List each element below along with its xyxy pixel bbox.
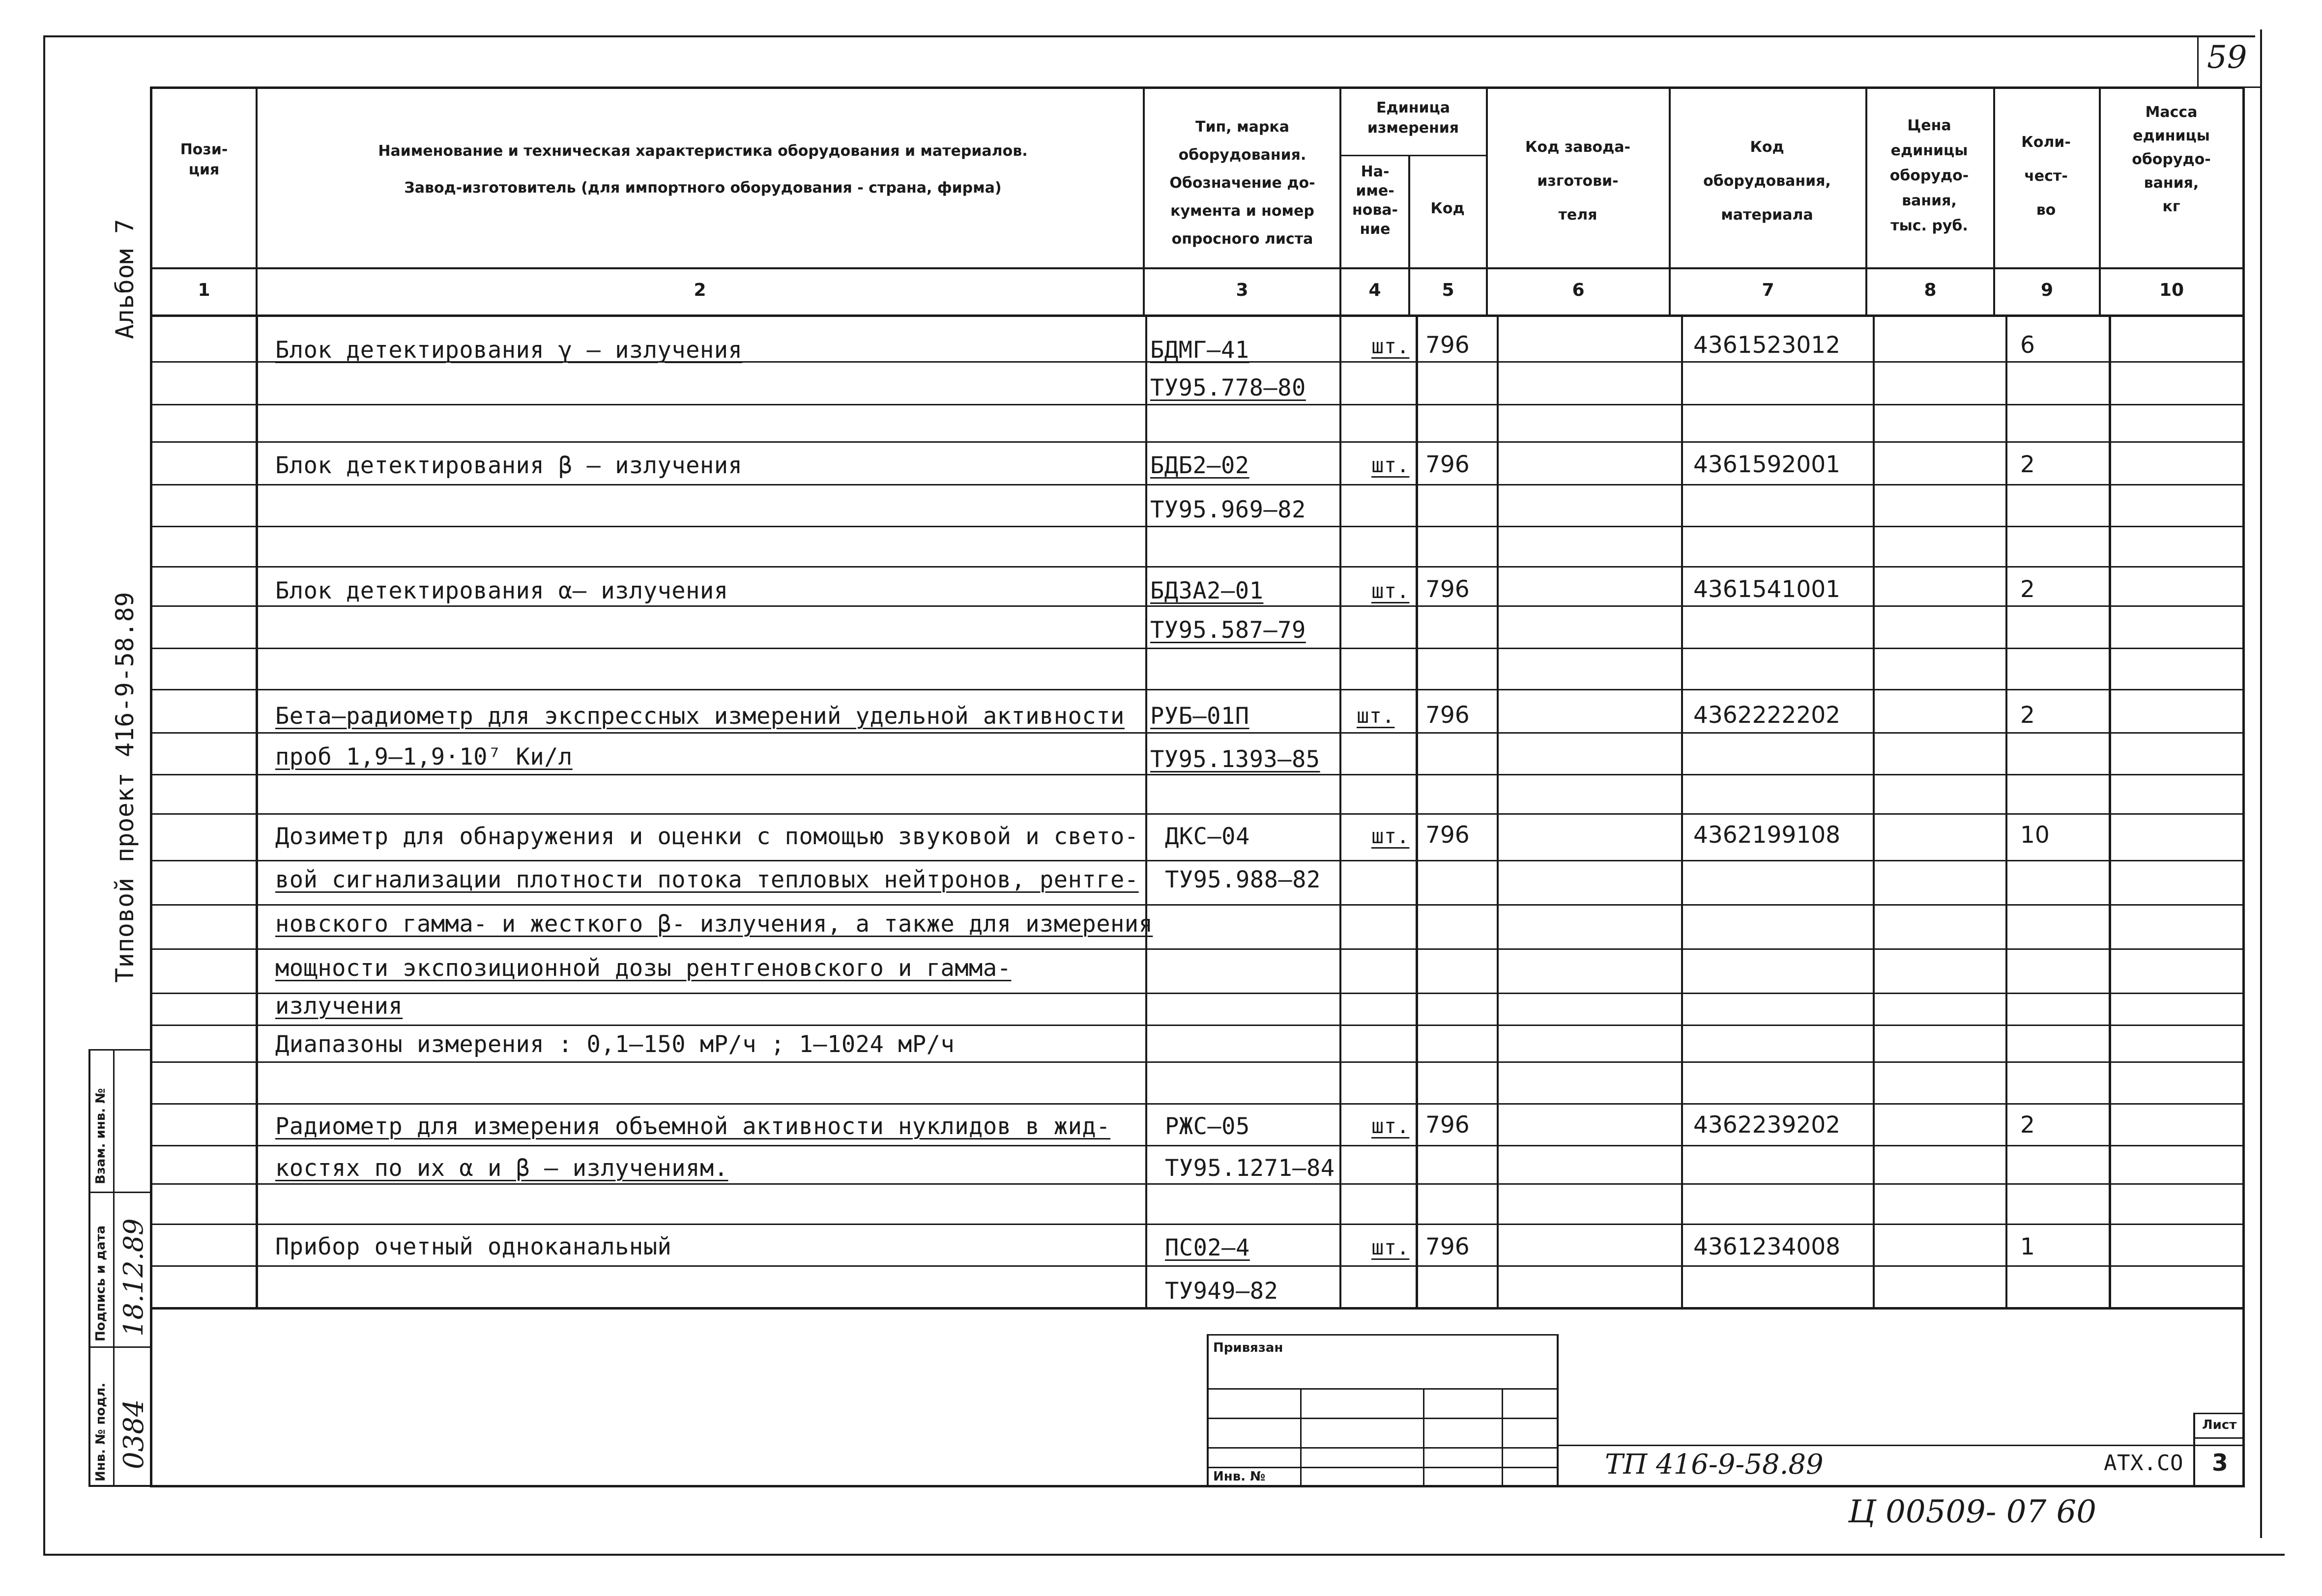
outer-frame-left — [43, 35, 45, 1554]
privyazan-label: Привязан — [1213, 1340, 1283, 1355]
header-name: Наименование и техническая характеристика оборудования и материалов. Завод-изготовитель (для импортного оборудования - страна, фирма) — [378, 142, 1028, 197]
header-qty: Коли- чест- во — [2021, 134, 2071, 219]
col-number-1: 1 — [198, 280, 210, 300]
col-number-8: 8 — [1924, 280, 1937, 300]
header-mass: Масса единицы оборудо- вания, кг — [2132, 104, 2211, 215]
row-5-name-line-4: мощности экспозиционной дозы рентгеновского и гамма- — [275, 955, 1012, 982]
row-7-equip-code: 4361234008 — [1693, 1233, 1841, 1260]
row-6-code: 796 — [1425, 1112, 1470, 1139]
row-7-code: 796 — [1425, 1233, 1470, 1260]
row-6-unit: шт. — [1371, 1114, 1410, 1138]
row-4-unit: шт. — [1357, 704, 1395, 728]
album-label: Альбом 7 — [111, 219, 139, 339]
row-5-code: 796 — [1425, 822, 1470, 849]
doc-code-text: ТП 416-9-58.89 — [1605, 1449, 1824, 1481]
row-4-doc: ТУ95.1393–85 — [1150, 746, 1320, 773]
row-3-equip-code: 4361541001 — [1693, 576, 1841, 603]
vzam-label: Взам. инв. № — [93, 1088, 108, 1184]
row-4-qty: 2 — [2020, 702, 2035, 729]
row-6-doc: ТУ95.1271–84 — [1165, 1155, 1335, 1182]
header-plant-code: Код завода- изготови- теля — [1525, 139, 1630, 224]
row-5-unit: шт. — [1371, 824, 1410, 848]
header-unit-name: На- име- нова- ние — [1352, 163, 1398, 238]
bottom-note: Ц 00509- 07 60 — [1848, 1494, 2096, 1530]
row-5-name-line-1: Дозиметр для обнаружения и оценки с помощью звуковой и свето- — [275, 823, 1139, 850]
inv-podl-value: 0384 — [118, 1399, 150, 1469]
row-4-equip-code: 4362222202 — [1693, 702, 1841, 729]
row-1-qty: 6 — [2020, 332, 2035, 359]
row-2-unit: шт. — [1371, 453, 1410, 477]
row-3-qty: 2 — [2020, 576, 2035, 603]
col-number-3: 3 — [1236, 280, 1248, 300]
row-3-code: 796 — [1425, 576, 1470, 603]
row-1-type: БДМГ–41 — [1150, 337, 1249, 364]
col-number-7: 7 — [1762, 280, 1774, 300]
doc-code — [1605, 1449, 1824, 1481]
row-5-qty: 10 — [2020, 822, 2050, 849]
row-5-name-line-3: новского гамма- и жесткого β- излучения, а также для измерения — [275, 911, 1153, 938]
row-3-doc: ТУ95.587–79 — [1150, 617, 1306, 644]
sign-date-value: 18.12.89 — [118, 1218, 149, 1337]
col-number-4: 4 — [1368, 280, 1381, 300]
row-6-equip-code: 4362239202 — [1693, 1112, 1841, 1139]
row-4-type: РУБ–01П — [1150, 703, 1249, 730]
row-4-name-line-1: Бета–радиометр для экспрессных измерений удельной активности — [275, 703, 1125, 730]
row-2-name: Блок детектирования β – излучения — [275, 452, 743, 479]
row-3-name: Блок детектирования α– излучения — [275, 577, 728, 604]
row-7-qty: 1 — [2020, 1233, 2035, 1260]
inv-podl-label: Инв. № подл. — [93, 1382, 108, 1482]
row-5-doc: ТУ95.988–82 — [1165, 866, 1321, 893]
page-number: 59 — [2207, 39, 2247, 76]
col-number-2: 2 — [694, 280, 706, 300]
sign-date-label: Подпись и дата — [93, 1225, 108, 1341]
row-2-qty: 2 — [2020, 451, 2035, 478]
header-type: Тип, марка оборудования. Обозначение до- кумента и номер опросного листа — [1169, 118, 1315, 248]
row-3-unit: шт. — [1371, 579, 1410, 603]
col-number-6: 6 — [1572, 280, 1585, 300]
row-5-name-line-5: излучения — [275, 993, 403, 1020]
col-number-10: 10 — [2159, 280, 2184, 300]
row-6-type: РЖС–05 — [1165, 1113, 1250, 1140]
header-position: Пози- ция — [180, 141, 228, 178]
row-7-doc: ТУ949–82 — [1165, 1278, 1278, 1305]
row-5-type: ДКС–04 — [1165, 823, 1250, 850]
row-5-equip-code: 4362199108 — [1693, 822, 1841, 849]
row-1-doc: ТУ95.778–80 — [1150, 374, 1306, 401]
row-2-code: 796 — [1425, 451, 1470, 478]
row-4-code: 796 — [1425, 702, 1470, 729]
row-6-name-line-2: костях по их α и β – излучениям. — [275, 1155, 728, 1182]
row-1-equip-code: 4361523012 — [1693, 332, 1841, 359]
row-1-unit: шт. — [1371, 334, 1410, 358]
row-7-name: Прибор очетный одноканальный — [275, 1233, 672, 1260]
header-unit-code: Код — [1430, 200, 1465, 217]
row-5-name-line-6: Диапазоны измерения : 0,1–150 мР/ч ; 1–1024 мР/ч — [275, 1031, 955, 1058]
row-7-unit: шт. — [1371, 1235, 1410, 1259]
row-1-name: Блок детектирования γ – излучения — [275, 337, 743, 364]
col-number-9: 9 — [2040, 280, 2054, 300]
header-unit-group: Единица измерения — [1367, 99, 1459, 137]
row-2-doc: ТУ95.969–82 — [1150, 496, 1306, 523]
header-price: Цена единицы оборудо- вания, тыс. руб. — [1889, 117, 1969, 234]
inv-no-label: Инв. № — [1213, 1469, 1266, 1484]
row-7-type: ПС02–4 — [1165, 1234, 1250, 1261]
row-1-code: 796 — [1425, 332, 1470, 359]
header-equip-code: Код оборудования, материала — [1703, 139, 1831, 224]
row-5-name-line-2: вой сигнализации плотности потока тепловых нейтронов, рентге- — [275, 866, 1139, 893]
outer-frame-bottom — [43, 1554, 2285, 1556]
row-2-type: БДБ2–02 — [1150, 452, 1249, 479]
col-number-5: 5 — [1442, 280, 1454, 300]
project-label: Типовой проект 416-9-58.89 — [111, 592, 139, 983]
row-4-name-line-2: проб 1,9–1,9·10⁷ Ки/л — [275, 743, 573, 770]
row-3-type: БДЗА2–01 — [1150, 577, 1264, 604]
row-6-name-line-1: Радиометр для измерения объемной активности нуклидов в жид- — [275, 1113, 1110, 1140]
outer-frame-top — [43, 35, 2255, 37]
outer-frame-right — [2260, 29, 2262, 1538]
doc-mark: АТХ.СО — [2104, 1451, 2183, 1476]
sheet-label: Лист — [2202, 1418, 2237, 1432]
row-2-equip-code: 4361592001 — [1693, 451, 1841, 478]
row-6-qty: 2 — [2020, 1112, 2035, 1139]
sheet-value: 3 — [2212, 1450, 2228, 1477]
